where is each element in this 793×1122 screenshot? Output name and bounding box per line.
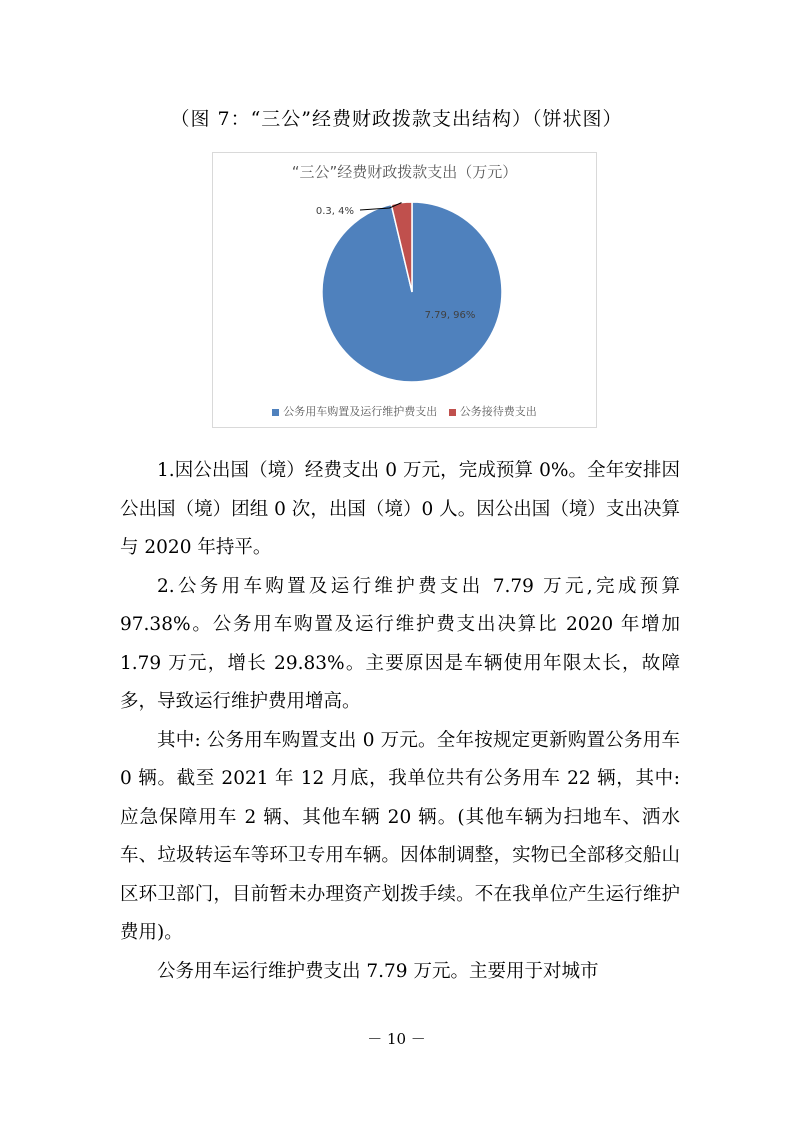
paragraph: 公务用车运行维护费支出 7.79 万元。主要用于对城市: [157, 960, 599, 982]
figure-caption: （图 7：“三公”经费财政拨款支出结构）（饼状图）: [170, 108, 623, 130]
legend-swatch-red: [449, 409, 456, 416]
data-label-vehicle: 7.79, 96%: [424, 310, 476, 321]
legend-label: 公务接待费支出: [459, 405, 537, 418]
paragraph: 其中: 公务用车购置支出 0 万元。全年按规定更新购置公务用车 0 辆。截至 2021 年 12 月底，我单位共有公务用车 22 辆，其中: 应急保障用车 2 辆、其他车辆 20 辆。(其他车辆为扫地车、洒水车、垃圾转运车等环卫专用车辆。因体制调整，实物已全部移交船山区环卫部门，目前暂未办理资产划拨手续。不在我单位产生运行维护费用)。: [120, 729, 680, 943]
chart-title: “三公”经费财政拨款支出（万元）: [291, 163, 518, 181]
pie-chart-canvas: [213, 153, 598, 429]
pie-chart: [212, 152, 597, 428]
paragraph: 1.因公出国（境）经费支出 0 万元，完成预算 0%。全年安排因公出国（境）团组 0 次，出国（境）0 人。因公出国（境）支出决算与 2020 年持平。: [120, 460, 680, 558]
data-label-reception: 0.3, 4%: [315, 206, 354, 217]
page-number: － 10 －: [367, 1030, 426, 1048]
legend-item-vehicle: [272, 403, 437, 419]
paragraph: 2.公务用车购置及运行维护费支出 7.79 万元,完成预算 97.38%。公务用车购置及运行维护费支出决算比 2020 年增加 1.79 万元，增长 29.83%。主要原因是车辆使用年限太长，故障多，导致运行维护费用增高。: [120, 575, 680, 712]
legend-label: 公务用车购置及运行维护费支出: [283, 405, 438, 418]
legend-swatch-blue: [272, 409, 279, 416]
chart-legend: [213, 403, 596, 419]
body-text: [120, 452, 680, 991]
legend-item-reception: [449, 403, 537, 419]
